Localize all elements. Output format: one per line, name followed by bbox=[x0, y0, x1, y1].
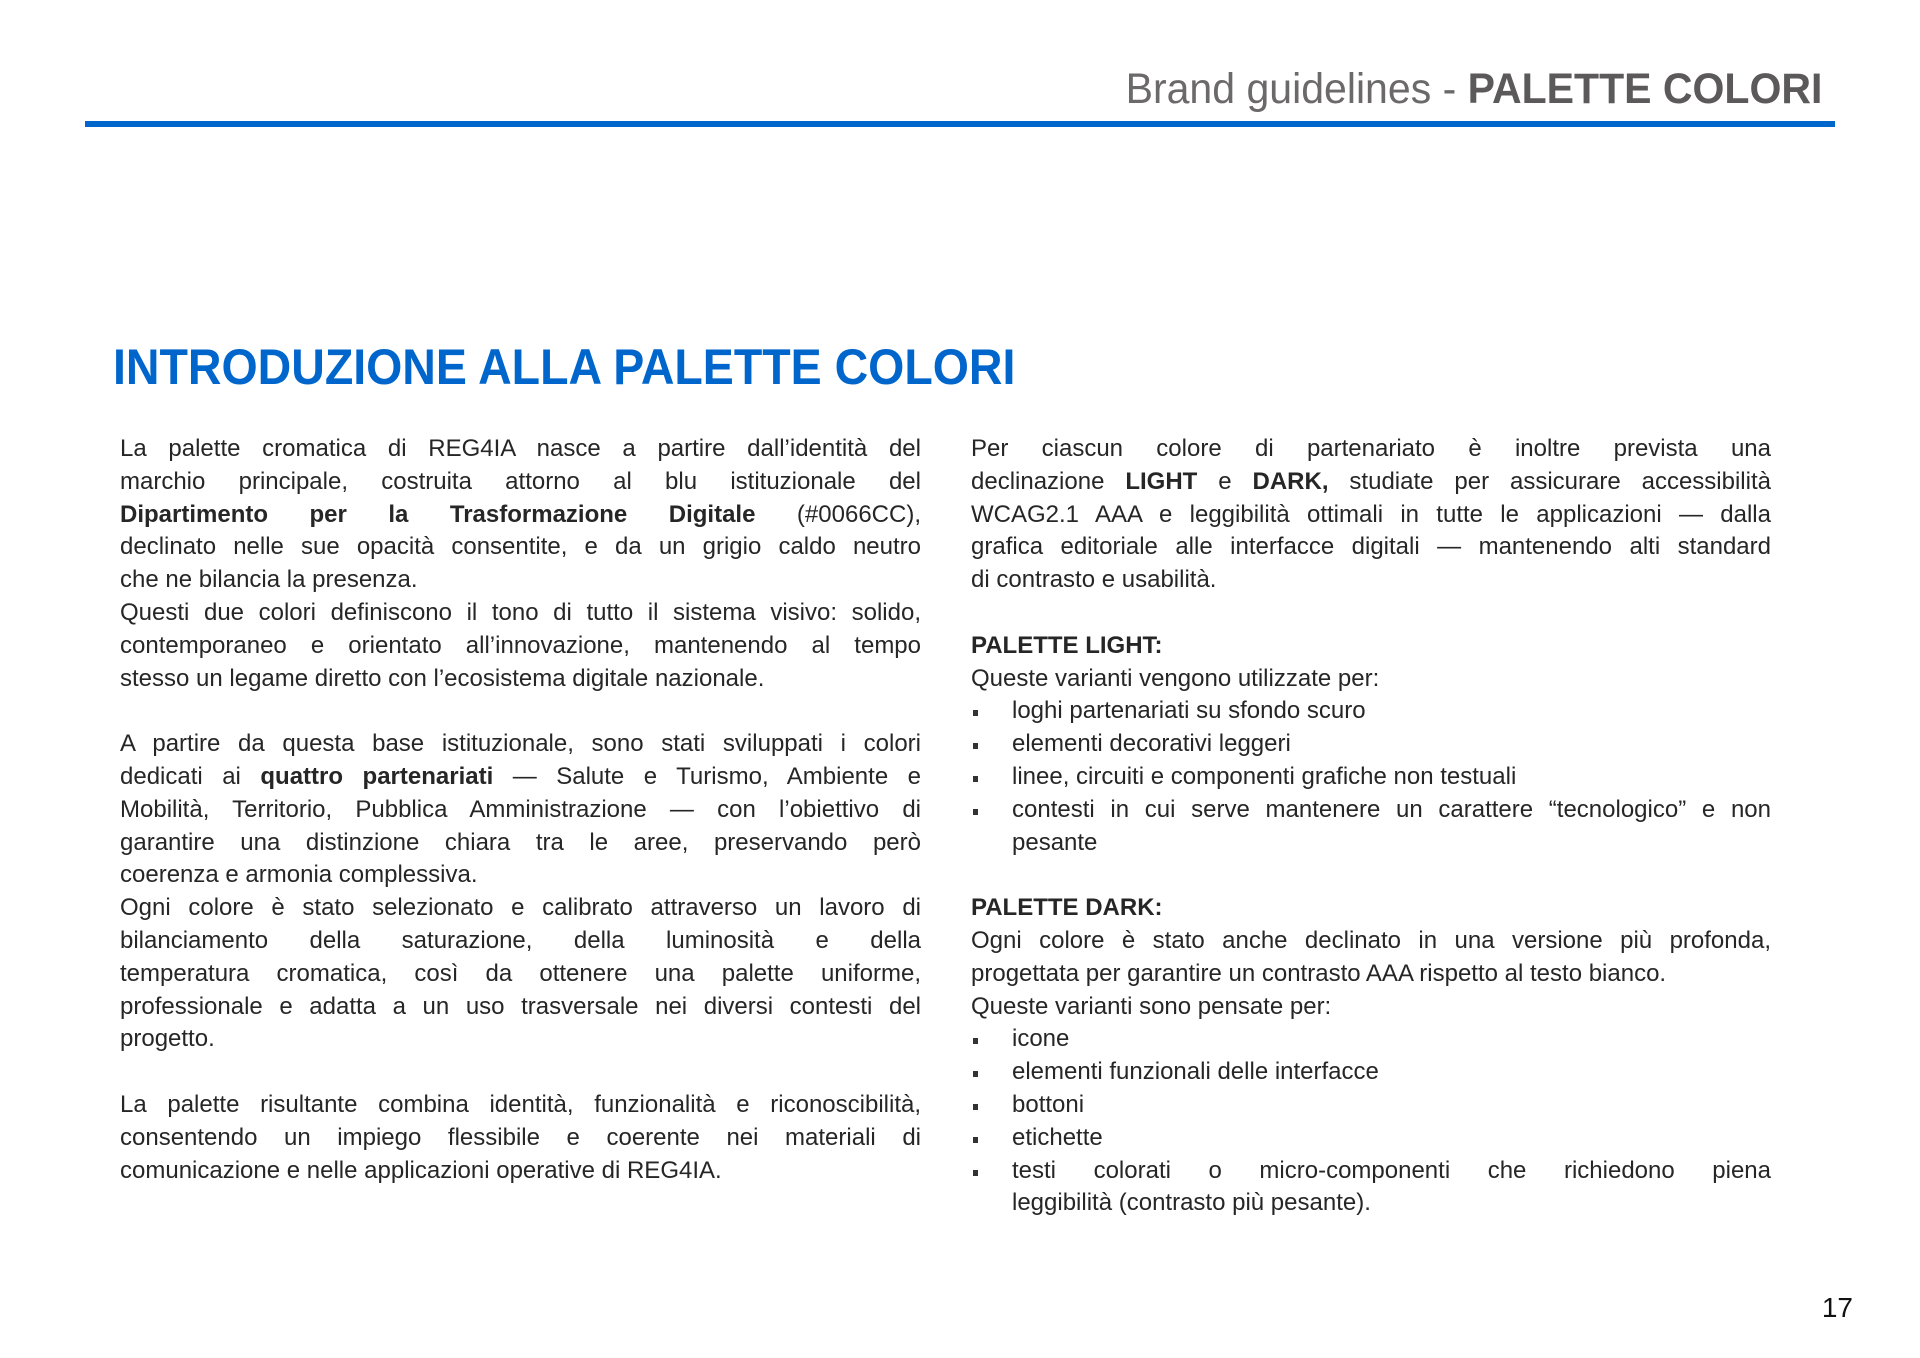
text-line: comunicazione e nelle applicazioni operative di REG4IA. bbox=[120, 1156, 722, 1184]
palette-light-section bbox=[971, 630, 1771, 860]
list-item-text: etichette bbox=[1012, 1123, 1103, 1151]
left-column bbox=[120, 433, 921, 1187]
text-segment: declinazione bbox=[971, 467, 1126, 495]
bullet-icon bbox=[973, 710, 978, 716]
text-line: contemporaneo e orientato all’innovazione, mantenendo al tempo bbox=[120, 631, 921, 659]
paragraph-tone bbox=[120, 597, 921, 695]
text-line: coerenza e armonia complessiva. bbox=[120, 861, 478, 889]
header-prefix: Brand guidelines - bbox=[1125, 65, 1468, 113]
bullet-icon bbox=[973, 1038, 978, 1044]
bullet-icon bbox=[973, 1104, 978, 1110]
department-name: Dipartimento per la Trasformazione Digitale bbox=[120, 500, 756, 528]
list-item-text: linee, circuiti e componenti grafiche non testuali bbox=[1012, 762, 1517, 790]
text-line bbox=[120, 761, 921, 794]
text-line: Questi due colori definiscono il tono di tutto il sistema visivo: solido, bbox=[120, 598, 921, 626]
bullet-icon bbox=[973, 1137, 978, 1143]
text-line: garantire una distinzione chiara tra le aree, preservando però bbox=[120, 828, 921, 856]
bullet-icon bbox=[973, 743, 978, 749]
page-header bbox=[1125, 65, 1822, 113]
list-item bbox=[971, 1155, 1771, 1221]
palette-dark-section bbox=[971, 892, 1771, 1220]
list-item bbox=[971, 728, 1771, 761]
light-emphasis: LIGHT bbox=[1125, 467, 1198, 495]
list-item-text: contesti in cui serve mantenere un carattere “tecnologico” e non bbox=[1012, 795, 1771, 823]
text-line: temperatura cromatica, così da ottenere una palette uniforme, bbox=[120, 959, 921, 987]
text-segment: — Salute e Turismo, Ambiente e bbox=[493, 762, 921, 790]
text-line: stesso un legame diretto con l’ecosistema digitale nazionale. bbox=[120, 664, 765, 692]
text-line: La palette risultante combina identità, funzionalità e riconoscibilità, bbox=[120, 1090, 921, 1118]
text-line: consentendo un impiego flessibile e coerente nei materiali di bbox=[120, 1123, 921, 1151]
page-number: 17 bbox=[1821, 1292, 1853, 1323]
list-item bbox=[971, 761, 1771, 794]
paragraph-partnerships bbox=[120, 728, 921, 892]
list-item bbox=[971, 1089, 1771, 1122]
spacer bbox=[971, 859, 1771, 892]
header-section-title: PALETTE COLORI bbox=[1467, 65, 1822, 113]
list-item bbox=[971, 794, 1771, 860]
spacer bbox=[120, 695, 921, 728]
list-item-text: bottoni bbox=[1012, 1090, 1085, 1118]
text-line: di contrasto e usabilità. bbox=[971, 566, 1217, 594]
text-line: declinato nelle sue opacità consentite, e da un grigio caldo neutro bbox=[120, 533, 921, 561]
list-item bbox=[971, 1023, 1771, 1056]
text-line bbox=[971, 466, 1771, 499]
palette-dark-lead: progettata per garantire un contrasto AAA rispetto al testo bianco. bbox=[971, 959, 1667, 987]
list-item bbox=[971, 695, 1771, 728]
list-item-text: leggibilità (contrasto più pesante). bbox=[1012, 1189, 1371, 1217]
text-line: A partire da questa base istituzionale, sono stati sviluppati i colori bbox=[120, 730, 921, 758]
text-line: marchio principale, costruita attorno al blu istituzionale del bbox=[120, 467, 921, 495]
text-line: bilanciamento della saturazione, della luminosità e della bbox=[120, 926, 921, 954]
brand-color-code: (#0066CC), bbox=[755, 500, 921, 528]
text-segment: dedicati ai bbox=[120, 762, 261, 790]
bullet-icon bbox=[973, 809, 978, 815]
text-line: che ne bilancia la presenza. bbox=[120, 566, 418, 594]
paragraph-intro bbox=[120, 433, 921, 597]
text-line: Mobilità, Territorio, Pubblica Amministrazione — con l’obiettivo di bbox=[120, 795, 921, 823]
list-item bbox=[971, 1122, 1771, 1155]
palette-dark-lead: Ogni colore è stato anche declinato in una versione più profonda, bbox=[971, 926, 1771, 954]
text-line bbox=[120, 499, 921, 532]
list-item-text: elementi decorativi leggeri bbox=[1012, 730, 1291, 758]
text-line: Per ciascun colore di partenariato è inoltre prevista una bbox=[971, 435, 1771, 462]
palette-dark-lead: Queste varianti sono pensate per: bbox=[971, 992, 1332, 1020]
text-line: grafica editoriale alle interfacce digitali — mantenendo alti standard bbox=[971, 533, 1771, 561]
bullet-icon bbox=[973, 1071, 978, 1077]
page-title: INTRODUZIONE ALLA PALETTE COLORI bbox=[113, 339, 1016, 395]
text-segment: studiate per assicurare accessibilità bbox=[1328, 467, 1771, 495]
list-item-text: icone bbox=[1012, 1025, 1070, 1053]
spacer bbox=[120, 1056, 921, 1089]
palette-light-lead: Queste varianti vengono utilizzate per: bbox=[971, 664, 1380, 692]
partnerships-emphasis: quattro partenariati bbox=[260, 762, 494, 790]
palette-light-heading: PALETTE LIGHT: bbox=[971, 631, 1163, 659]
bullet-icon bbox=[973, 1170, 978, 1176]
list-item-text: elementi funzionali delle interfacce bbox=[1012, 1058, 1379, 1086]
bullet-icon bbox=[973, 776, 978, 782]
text-line: Ogni colore è stato selezionato e calibrato attraverso un lavoro di bbox=[120, 894, 921, 922]
list-item-text: pesante bbox=[1012, 828, 1098, 856]
text-line: WCAG2.1 AAA e leggibilità ottimali in tutte le applicazioni — dalla bbox=[971, 500, 1771, 528]
dark-emphasis: DARK, bbox=[1252, 467, 1329, 495]
paragraph-light-dark-intro bbox=[971, 433, 1771, 597]
list-item bbox=[971, 1056, 1771, 1089]
header-divider bbox=[85, 121, 1835, 127]
list-item-text: testi colorati o micro-componenti che richiedono piena bbox=[1012, 1156, 1771, 1184]
text-line: professionale e adatta a un uso trasversale nei diversi contesti del bbox=[120, 992, 921, 1020]
palette-dark-heading: PALETTE DARK: bbox=[971, 894, 1163, 922]
text-line: progetto. bbox=[120, 1025, 215, 1053]
right-column bbox=[971, 433, 1771, 1220]
spacer bbox=[971, 597, 1771, 630]
list-item-text: loghi partenariati su sfondo scuro bbox=[1012, 697, 1366, 725]
text-segment: e bbox=[1197, 467, 1253, 495]
text-line: La palette cromatica di REG4IA nasce a partire dall’identità del bbox=[120, 435, 921, 462]
paragraph-conclusion bbox=[120, 1089, 921, 1187]
paragraph-calibration bbox=[120, 892, 921, 1056]
